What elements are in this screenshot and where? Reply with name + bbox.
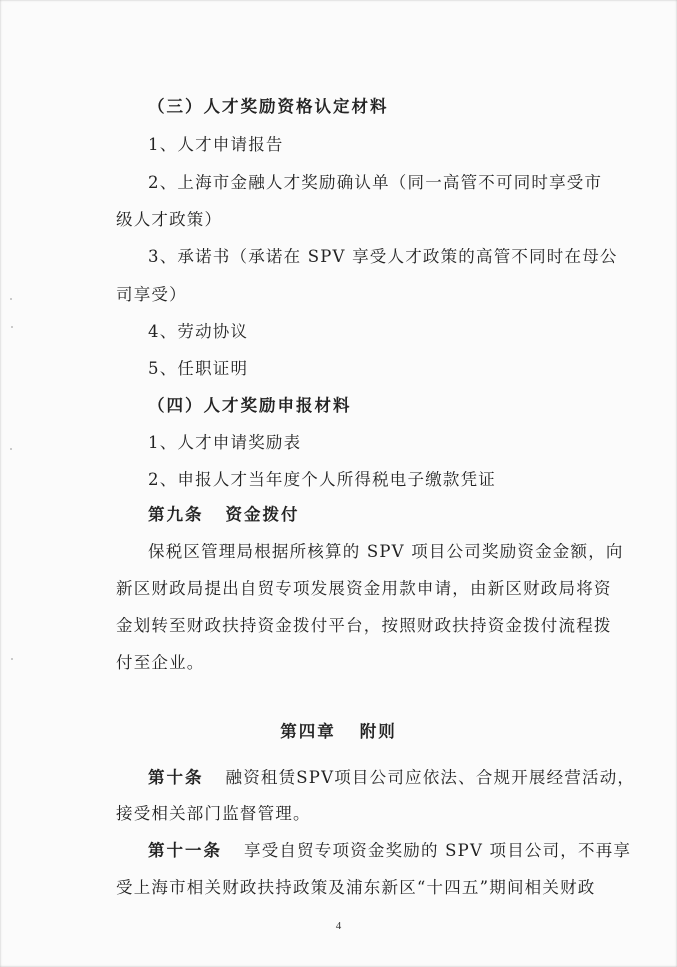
- section-four-item-1: 1、人才申请奖励表: [148, 433, 302, 452]
- scan-speck: [10, 448, 12, 450]
- article-9-title: 资金拨付: [225, 505, 300, 524]
- article-9-line-3: 金划转至财政扶持资金拨付平台，按照财政扶持资金拨付流程拨: [116, 616, 612, 635]
- article-11-line-2: 受上海市相关财政扶持政策及浦东新区“十四五”期间相关财政: [116, 878, 596, 897]
- scan-speck: [11, 658, 13, 660]
- scan-speck: [11, 326, 13, 328]
- article-9-line-2: 新区财政局提出自贸专项发展资金用款申请，由新区财政局将资: [116, 579, 612, 598]
- section-four-item-2: 2、申报人才当年度个人所得税电子缴款凭证: [148, 470, 496, 489]
- section-three-item-3: 3、承诺书（承诺在 SPV 享受人才政策的高管不同时在母公: [148, 247, 618, 266]
- article-9-line-1: 保税区管理局根据所核算的 SPV 项目公司奖励资金金额，向: [148, 542, 624, 561]
- article-9-heading: [0, 504, 677, 526]
- article-10-heading: 第十条: [148, 768, 204, 787]
- article-11-heading: 第十一条: [148, 841, 222, 860]
- section-three-item-4: 4、劳动协议: [148, 322, 249, 341]
- section-three-item-2-cont: 级人才政策）: [116, 210, 223, 229]
- article-10-text-1: 融资租赁SPV项目公司应依法、合规开展经营活动，: [225, 768, 636, 787]
- article-10-line-1: [0, 767, 677, 789]
- article-9-number: 第九条: [148, 505, 204, 524]
- chapter-heading: [0, 718, 677, 742]
- article-11-text-1: 享受自贸专项资金奖励的 SPV 项目公司，不再享: [244, 841, 632, 860]
- section-three-item-2: 2、上海市金融人才奖励确认单（同一高管不可同时享受市: [148, 173, 603, 192]
- chapter-title: 附则: [359, 722, 397, 741]
- article-11-line-1: [0, 840, 677, 862]
- section-three-item-5: 5、任职证明: [148, 359, 249, 378]
- section-three-item-1: 1、人才申请报告: [148, 135, 284, 154]
- section-four-heading: （四）人才奖励申报材料: [148, 396, 352, 415]
- section-three-heading: （三）人才奖励资格认定材料: [148, 97, 389, 116]
- chapter-number: 第四章: [280, 722, 336, 741]
- section-three-item-3-cont: 司享受）: [116, 285, 187, 304]
- scan-speck: [10, 298, 12, 300]
- page-number: 4: [335, 920, 342, 932]
- article-9-line-4: 付至企业。: [116, 653, 205, 672]
- article-10-line-2: 接受相关部门监督管理。: [116, 804, 311, 823]
